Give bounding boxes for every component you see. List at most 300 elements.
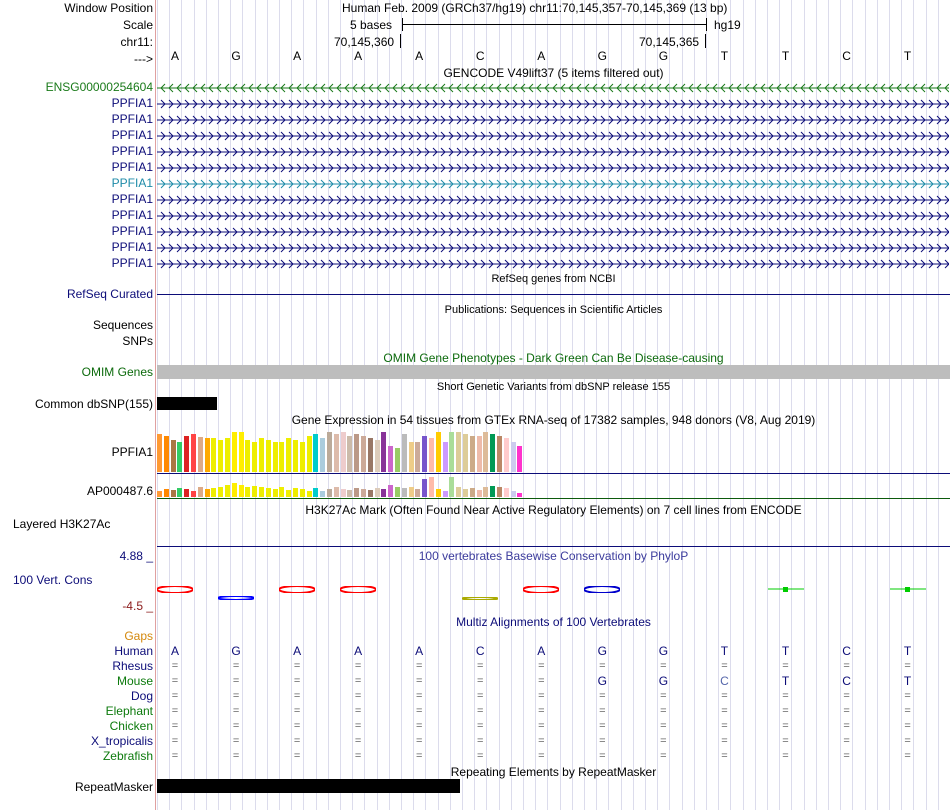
publications-title: Publications: Sequences in Scientific Articles xyxy=(444,304,663,316)
alignment-cell: = xyxy=(232,750,240,762)
assembly-text: hg19 xyxy=(714,18,741,32)
alignment-cell: G xyxy=(597,674,608,688)
gtex-gene2-tissue-bar[interactable] xyxy=(218,487,223,497)
alignment-cell: = xyxy=(477,705,484,717)
gtex-gene2-tissue-bar[interactable] xyxy=(259,487,264,497)
alignment-cell: = xyxy=(354,705,362,717)
omim-genes-label[interactable]: OMIM Genes xyxy=(81,365,153,379)
alignment-cell: = xyxy=(843,690,850,702)
gene-label[interactable]: PPFIA1 xyxy=(111,112,153,126)
alignment-cell: T xyxy=(903,674,912,688)
alignment-cell: = xyxy=(415,660,423,672)
alignment-cell: = xyxy=(171,675,179,687)
refseq-gene-line[interactable] xyxy=(157,294,950,295)
gene-feature[interactable] xyxy=(157,161,949,175)
alignment-cell: = xyxy=(538,750,545,762)
gene-feature[interactable] xyxy=(157,241,949,255)
gtex-gene1-tissue-bar[interactable] xyxy=(191,434,196,472)
gtex-gene1-tissue-bar[interactable] xyxy=(320,438,325,472)
alignment-cell: = xyxy=(354,660,362,672)
gtex-gene1-tissue-bar[interactable] xyxy=(511,442,516,472)
gene-label[interactable]: PPFIA1 xyxy=(111,144,153,158)
alignment-cell: T xyxy=(720,644,729,658)
gtex-gene2-tissue-bar[interactable] xyxy=(205,489,210,497)
alignment-cell: = xyxy=(599,690,606,702)
alignment-cell: = xyxy=(660,735,667,747)
alignment-cell: = xyxy=(232,720,240,732)
gtex-gene2-tissue-bar[interactable] xyxy=(388,485,393,497)
alignment-cell: = xyxy=(171,705,179,717)
alignment-cell: T xyxy=(781,674,790,688)
coord-right: 70,145,365 xyxy=(639,35,700,49)
chrom-label: chr11: xyxy=(120,35,153,49)
alignment-cell: = xyxy=(538,675,545,687)
alignment-cell: C xyxy=(842,674,851,688)
scale-label: Scale xyxy=(122,18,153,32)
alignment-cell: = xyxy=(782,720,789,732)
gtex-gene1-tissue-bar[interactable] xyxy=(225,438,230,472)
gtex-gene2-baseline xyxy=(157,498,950,499)
alignment-cell: = xyxy=(354,750,362,762)
repeatmasker-label[interactable]: RepeatMasker xyxy=(74,780,153,794)
gene-label[interactable]: PPFIA1 xyxy=(111,192,153,206)
gtex-gene2-tissue-bar[interactable] xyxy=(347,490,352,497)
gtex-gene2-tissue-bar[interactable] xyxy=(177,488,182,497)
gtex-gene1-tissue-bar[interactable] xyxy=(334,434,339,472)
alignment-cell: = xyxy=(904,705,911,717)
alignment-cell: = xyxy=(599,660,606,672)
alignment-cell: = xyxy=(477,720,484,732)
alignment-cell: = xyxy=(293,720,301,732)
gtex-gene2-tissue-bar[interactable] xyxy=(164,489,169,497)
gtex-gene2-tissue-bar[interactable] xyxy=(184,489,189,497)
gtex-gene1-tissue-bar[interactable] xyxy=(266,440,271,472)
base-letter: G xyxy=(658,49,669,63)
gtex-gene2-tissue-bar[interactable] xyxy=(286,490,291,497)
alignment-cell: A xyxy=(170,644,179,658)
alignment-cell: = xyxy=(782,690,789,702)
alignment-cell: = xyxy=(293,690,301,702)
base-letter: A xyxy=(354,49,363,63)
gtex-gene2-tissue-bar[interactable] xyxy=(191,491,196,497)
alignment-cell: = xyxy=(843,660,850,672)
alignment-cell: = xyxy=(171,720,179,732)
base-letter: A xyxy=(537,49,546,63)
gtex-gene1-tissue-bar[interactable] xyxy=(477,436,482,472)
gene-label[interactable]: PPFIA1 xyxy=(111,224,153,238)
phylop-score-mark[interactable] xyxy=(279,582,315,589)
gtex-gene1-tissue-bar[interactable] xyxy=(171,440,176,472)
gtex-gene2-tissue-bar[interactable] xyxy=(239,485,244,497)
gtex-gene2-tissue-bar[interactable] xyxy=(266,488,271,497)
species-label[interactable]: Chicken xyxy=(109,719,153,733)
gtex-gene1-tissue-bar[interactable] xyxy=(402,434,407,472)
phylop-score-mark[interactable] xyxy=(157,582,193,589)
phylop-score-mark[interactable] xyxy=(340,582,376,589)
alignment-cell: = xyxy=(293,675,301,687)
gtex-gene1-tissue-bar[interactable] xyxy=(286,438,291,472)
gtex-gene2-tissue-bar[interactable] xyxy=(341,489,346,497)
phylop-score-mark[interactable] xyxy=(462,589,498,592)
alignment-cell: = xyxy=(171,690,179,702)
track-data-area xyxy=(157,0,950,810)
scale-text: 5 bases xyxy=(350,18,393,32)
gtex-gene1-label[interactable]: PPFIA1 xyxy=(111,445,153,459)
gtex-gene1-tissue-bar[interactable] xyxy=(259,438,264,472)
gtex-gene2-tissue-bar[interactable] xyxy=(490,486,495,497)
alignment-cell: = xyxy=(477,675,484,687)
alignment-cell: = xyxy=(171,660,179,672)
gtex-gene2-tissue-bar[interactable] xyxy=(477,490,482,497)
gtex-gene2-tissue-bar[interactable] xyxy=(293,488,298,497)
alignment-cell: A xyxy=(415,644,424,658)
gtex-gene2-tissue-bar[interactable] xyxy=(504,488,509,497)
gene-label[interactable]: PPFIA1 xyxy=(111,176,153,190)
alignment-cell: C xyxy=(475,644,485,658)
gtex-gene1-tissue-bar[interactable] xyxy=(239,432,244,472)
gtex-gene1-tissue-bar[interactable] xyxy=(293,440,298,472)
phylop-score-mark[interactable] xyxy=(768,582,804,587)
base-letter: A xyxy=(293,49,302,63)
gtex-gene2-tissue-bar[interactable] xyxy=(279,487,284,497)
gtex-gene1-tissue-bar[interactable] xyxy=(273,442,278,472)
gtex-gene2-tissue-bar[interactable] xyxy=(225,485,230,497)
gtex-gene1-tissue-bar[interactable] xyxy=(177,442,182,472)
alignment-cell: = xyxy=(721,735,728,747)
gtex-gene1-tissue-bar[interactable] xyxy=(517,446,522,472)
gtex-gene2-tissue-bar[interactable] xyxy=(354,488,359,497)
gtex-gene1-tissue-bar[interactable] xyxy=(184,436,189,472)
gaps-label: Gaps xyxy=(124,629,153,643)
alignment-cell: = xyxy=(415,735,423,747)
alignment-cell: = xyxy=(477,690,484,702)
alignment-cell: = xyxy=(904,735,911,747)
alignment-cell: = xyxy=(904,690,911,702)
gtex-gene2-tissue-bar[interactable] xyxy=(497,487,502,497)
gtex-gene1-tissue-bar[interactable] xyxy=(198,437,203,472)
gtex-gene2-tissue-bar[interactable] xyxy=(245,487,250,497)
base-letter: C xyxy=(842,49,851,63)
dbsnp-title: Short Genetic Variants from dbSNP release 155 xyxy=(436,381,671,393)
gtex-gene2-tissue-bar[interactable] xyxy=(483,487,488,497)
scale-bar-right-tick xyxy=(706,18,707,31)
gene-feature[interactable] xyxy=(157,81,949,95)
track-label-column xyxy=(0,0,153,810)
gtex-gene2-tissue-bar[interactable] xyxy=(273,489,278,497)
species-label[interactable]: Zebrafish xyxy=(102,749,153,763)
alignment-cell: G xyxy=(658,674,669,688)
gtex-gene2-tissue-bar[interactable] xyxy=(443,491,448,497)
base-letter: G xyxy=(231,49,241,63)
gtex-gene2-tissue-bar[interactable] xyxy=(368,490,373,497)
gene-label[interactable]: PPFIA1 xyxy=(111,208,153,222)
alignment-cell: = xyxy=(782,660,789,672)
gtex-gene1-tissue-bar[interactable] xyxy=(436,432,441,472)
omim-feature-bar[interactable] xyxy=(157,365,950,379)
species-label[interactable]: Mouse xyxy=(116,674,153,688)
gtex-gene1-tissue-bar[interactable] xyxy=(449,432,454,472)
gtex-gene1-tissue-bar[interactable] xyxy=(232,432,237,472)
gtex-gene2-tissue-bar[interactable] xyxy=(198,487,203,497)
alignment-cell: = xyxy=(232,675,240,687)
alignment-cell: A xyxy=(293,644,302,658)
layered-h3k27ac-label[interactable]: Layered H3K27Ac xyxy=(13,517,111,531)
gtex-gene1-tissue-bar[interactable] xyxy=(211,438,216,472)
gtex-gene2-tissue-bar[interactable] xyxy=(171,490,176,497)
gtex-gene1-tissue-bar[interactable] xyxy=(327,432,332,472)
coord-left: 70,145,360 xyxy=(334,35,395,49)
alignment-cell: = xyxy=(843,720,850,732)
gene-feature[interactable] xyxy=(157,209,949,223)
gtex-gene2-tissue-bar[interactable] xyxy=(456,487,461,497)
alignment-cell: = xyxy=(904,660,911,672)
gtex-gene2-tissue-bar[interactable] xyxy=(422,479,427,497)
alignment-cell: = xyxy=(782,705,789,717)
alignment-cell: = xyxy=(293,735,301,747)
repeatmasker-title: Repeating Elements by RepeatMasker xyxy=(450,765,657,779)
phylop-track-label[interactable]: 100 Vert. Cons xyxy=(13,573,93,587)
gtex-gene1-tissue-bar[interactable] xyxy=(252,442,257,472)
gtex-gene1-tissue-bar[interactable] xyxy=(415,442,420,472)
label-separator xyxy=(155,0,156,810)
alignment-cell: = xyxy=(232,705,240,717)
gtex-gene1-tissue-bar[interactable] xyxy=(164,436,169,472)
base-letter: T xyxy=(781,49,790,63)
gtex-gene2-label[interactable]: AP000487.6 xyxy=(86,484,153,498)
gtex-gene2-tissue-bar[interactable] xyxy=(511,491,516,497)
gtex-gene1-tissue-bar[interactable] xyxy=(307,436,312,472)
phylop-score-mark[interactable] xyxy=(218,589,254,593)
h3k27ac-baseline xyxy=(157,546,950,547)
alignment-cell: = xyxy=(538,660,545,672)
gtex-gene2-tissue-bar[interactable] xyxy=(307,491,312,497)
gtex-gene1-tissue-bar[interactable] xyxy=(490,434,495,472)
gene-feature[interactable] xyxy=(157,97,949,111)
gtex-gene1-tissue-bar[interactable] xyxy=(463,434,468,472)
gtex-gene1-tissue-bar[interactable] xyxy=(456,432,461,472)
alignment-cell: C xyxy=(842,644,851,658)
species-label[interactable]: Rhesus xyxy=(112,659,153,673)
alignment-cell: = xyxy=(354,675,362,687)
gtex-gene1-tissue-bar[interactable] xyxy=(483,432,488,472)
gtex-gene2-tissue-bar[interactable] xyxy=(429,477,434,497)
gtex-gene1-tissue-bar[interactable] xyxy=(347,436,352,472)
alignment-cell: = xyxy=(843,705,850,717)
gtex-gene1-tissue-bar[interactable] xyxy=(218,440,223,472)
gtex-gene2-tissue-bar[interactable] xyxy=(415,489,420,497)
gtex-gene2-tissue-bar[interactable] xyxy=(232,483,237,497)
gtex-gene1-tissue-bar[interactable] xyxy=(443,442,448,472)
alignment-cell: = xyxy=(721,660,728,672)
gtex-gene2-tissue-bar[interactable] xyxy=(211,488,216,497)
dbsnp-feature[interactable] xyxy=(157,397,217,410)
gene-label[interactable]: ENSG00000254604 xyxy=(45,80,153,94)
gene-label[interactable]: PPFIA1 xyxy=(111,128,153,142)
base-letter: T xyxy=(903,49,912,63)
gtex-gene2-tissue-bar[interactable] xyxy=(375,488,380,497)
gene-label[interactable]: PPFIA1 xyxy=(111,96,153,110)
coord-left-tick xyxy=(400,34,401,48)
gtex-gene2-tissue-bar[interactable] xyxy=(517,493,522,497)
alignment-cell: = xyxy=(721,690,728,702)
alignment-cell: = xyxy=(660,750,667,762)
gtex-gene2-tissue-bar[interactable] xyxy=(463,489,468,497)
gene-label[interactable]: PPFIA1 xyxy=(111,256,153,270)
gene-feature[interactable] xyxy=(157,257,949,271)
alignment-cell: = xyxy=(538,735,545,747)
alignment-cell: = xyxy=(904,750,911,762)
gtex-gene2-tissue-bar[interactable] xyxy=(436,489,441,497)
gtex-gene2-tissue-bar[interactable] xyxy=(300,489,305,497)
alignment-cell: = xyxy=(904,720,911,732)
alignment-cell: = xyxy=(415,750,423,762)
base-letter: T xyxy=(720,49,729,63)
omim-title: OMIM Gene Phenotypes - Dark Green Can Be Disease-causing xyxy=(383,351,724,365)
gtex-gene1-tissue-bar[interactable] xyxy=(409,442,414,472)
gene-feature[interactable] xyxy=(157,177,949,191)
h3k27ac-title: H3K27Ac Mark (Often Found Near Active Regulatory Elements) on 7 cell lines from ENCODE xyxy=(305,503,802,517)
alignment-cell: A xyxy=(354,644,363,658)
gtex-gene2-tissue-bar[interactable] xyxy=(449,477,454,497)
gtex-gene2-tissue-bar[interactable] xyxy=(395,487,400,497)
gtex-gene2-tissue-bar[interactable] xyxy=(252,486,257,497)
gtex-gene1-tissue-bar[interactable] xyxy=(300,442,305,472)
gtex-gene1-tissue-bar[interactable] xyxy=(388,446,393,472)
scale-bar xyxy=(402,24,707,25)
gtex-gene2-tissue-bar[interactable] xyxy=(361,489,366,497)
species-label[interactable]: Dog xyxy=(130,689,153,703)
phylop-score-mark[interactable] xyxy=(523,582,559,589)
gtex-gene1-baseline xyxy=(157,473,950,474)
gtex-gene2-tissue-bar[interactable] xyxy=(402,488,407,497)
alignment-cell: = xyxy=(660,720,667,732)
gencode-title: GENCODE V49lift37 (5 items filtered out) xyxy=(443,66,664,80)
alignment-cell: = xyxy=(477,660,484,672)
gtex-gene1-tissue-bar[interactable] xyxy=(368,438,373,472)
coord-right-tick xyxy=(705,34,706,48)
gtex-gene1-tissue-bar[interactable] xyxy=(245,440,250,472)
gtex-gene2-tissue-bar[interactable] xyxy=(470,488,475,497)
gtex-gene1-tissue-bar[interactable] xyxy=(470,436,475,472)
gtex-gene1-tissue-bar[interactable] xyxy=(157,434,162,472)
phylop-score-mark[interactable] xyxy=(890,582,926,587)
alignment-cell: = xyxy=(232,735,240,747)
sequences-label[interactable]: Sequences xyxy=(92,318,153,332)
gene-feature[interactable] xyxy=(157,145,949,159)
alignment-cell: = xyxy=(599,750,606,762)
gtex-gene1-tissue-bar[interactable] xyxy=(361,436,366,472)
refseq-curated-label[interactable]: RefSeq Curated xyxy=(66,287,153,301)
gene-feature[interactable] xyxy=(157,225,949,239)
alignment-cell: T xyxy=(781,644,790,658)
gtex-gene1-tissue-bar[interactable] xyxy=(341,432,346,472)
gene-label[interactable]: PPFIA1 xyxy=(111,160,153,174)
alignment-cell: = xyxy=(538,720,545,732)
position-text: Human Feb. 2009 (GRCh37/hg19) chr11:70,145,357-70,145,369 (13 bp) xyxy=(342,1,728,15)
gtex-gene1-tissue-bar[interactable] xyxy=(354,434,359,472)
gtex-gene1-tissue-bar[interactable] xyxy=(279,442,284,472)
alignment-cell: = xyxy=(415,720,423,732)
alignment-cell: = xyxy=(477,735,484,747)
species-label[interactable]: Elephant xyxy=(105,704,153,718)
gtex-gene1-tissue-bar[interactable] xyxy=(381,432,386,472)
gtex-title: Gene Expression in 54 tissues from GTEx RNA-seq of 17382 samples, 948 donors (V8, Aug 2019) xyxy=(291,413,816,427)
alignment-cell: = xyxy=(660,705,667,717)
gtex-gene1-tissue-bar[interactable] xyxy=(375,440,380,472)
gtex-gene2-tissue-bar[interactable] xyxy=(313,488,318,497)
refseq-title: RefSeq genes from NCBI xyxy=(491,273,616,285)
gtex-gene2-tissue-bar[interactable] xyxy=(409,487,414,497)
alignment-cell: A xyxy=(537,644,546,658)
base-letter: C xyxy=(475,49,485,63)
alignment-cell: G xyxy=(658,644,669,658)
alignment-cell: = xyxy=(354,720,362,732)
alignment-cell: = xyxy=(599,720,606,732)
phylop-title: 100 vertebrates Basewise Conservation by PhyloP xyxy=(418,549,689,563)
alignment-cell: G xyxy=(231,644,241,658)
alignment-cell: = xyxy=(171,750,179,762)
alignment-cell: = xyxy=(415,690,423,702)
alignment-cell: = xyxy=(293,750,301,762)
alignment-cell: = xyxy=(171,735,179,747)
alignment-cell: = xyxy=(843,750,850,762)
gtex-gene2-tissue-bar[interactable] xyxy=(320,491,325,497)
alignment-cell: = xyxy=(354,735,362,747)
alignment-cell: = xyxy=(782,735,789,747)
base-letter: A xyxy=(170,49,179,63)
alignment-cell: = xyxy=(721,720,728,732)
scale-bar-left-tick xyxy=(402,18,403,31)
gtex-gene2-tissue-bar[interactable] xyxy=(381,489,386,497)
gtex-gene1-tissue-bar[interactable] xyxy=(497,436,502,472)
species-label[interactable]: X_tropicalis xyxy=(90,734,153,748)
repeatmasker-feature[interactable] xyxy=(157,779,460,793)
gtex-gene1-tissue-bar[interactable] xyxy=(422,436,427,472)
alignment-cell: = xyxy=(232,660,240,672)
alignment-cell: G xyxy=(597,644,608,658)
gtex-gene2-tissue-bar[interactable] xyxy=(327,489,332,497)
gene-feature[interactable] xyxy=(157,193,949,207)
alignment-cell: = xyxy=(538,705,545,717)
gtex-gene1-tissue-bar[interactable] xyxy=(504,438,509,472)
alignment-cell: = xyxy=(232,690,240,702)
alignment-cell: C xyxy=(720,674,729,688)
gtex-gene2-tissue-bar[interactable] xyxy=(157,491,162,497)
gtex-gene2-tissue-bar[interactable] xyxy=(334,487,339,497)
phylop-min-label: -4.5 _ xyxy=(122,599,153,613)
species-label[interactable]: Human xyxy=(114,644,153,658)
gene-feature[interactable] xyxy=(157,129,949,143)
alignment-cell: = xyxy=(660,660,667,672)
phylop-max-label: 4.88 _ xyxy=(119,549,153,563)
alignment-cell: T xyxy=(903,644,912,658)
common-dbsnp-label[interactable]: Common dbSNP(155) xyxy=(34,397,153,411)
gtex-gene1-tissue-bar[interactable] xyxy=(429,438,434,472)
window-position-label: Window Position xyxy=(64,1,153,15)
multiz-title: Multiz Alignments of 100 Vertebrates xyxy=(456,615,651,629)
phylop-score-mark[interactable] xyxy=(584,582,620,589)
gene-label[interactable]: PPFIA1 xyxy=(111,240,153,254)
snps-label[interactable]: SNPs xyxy=(122,334,153,348)
gene-feature[interactable] xyxy=(157,113,949,127)
gtex-gene1-tissue-bar[interactable] xyxy=(313,434,318,472)
alignment-cell: = xyxy=(660,690,667,702)
alignment-cell: = xyxy=(354,690,362,702)
gtex-gene1-tissue-bar[interactable] xyxy=(395,448,400,472)
strand-arrow-label: ---> xyxy=(134,52,153,66)
alignment-cell: = xyxy=(293,660,301,672)
gtex-gene1-tissue-bar[interactable] xyxy=(205,438,210,472)
